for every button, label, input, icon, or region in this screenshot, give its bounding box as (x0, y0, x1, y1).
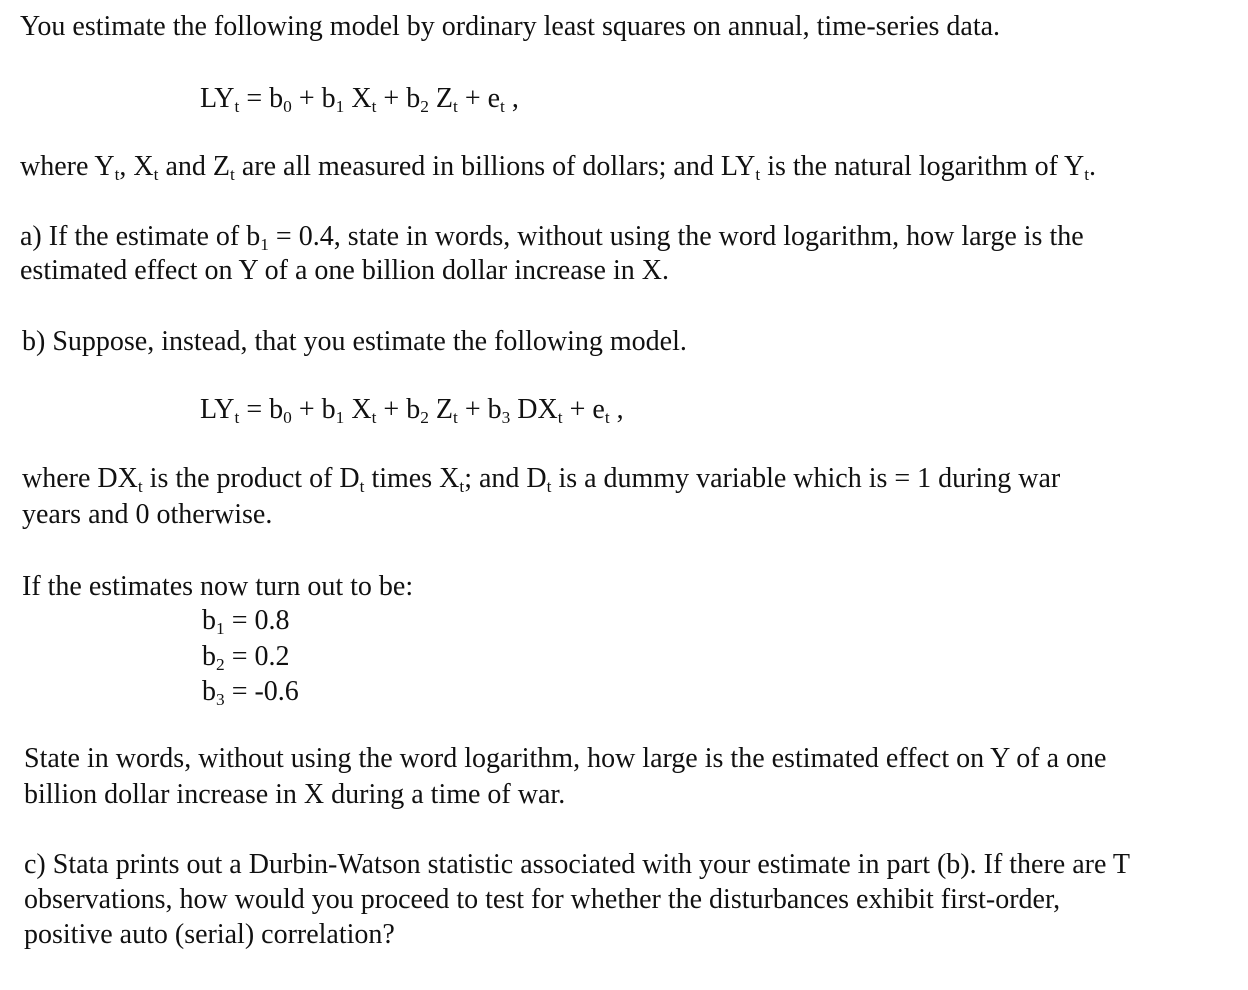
estimates-intro: If the estimates now turn out to be: (22, 571, 414, 602)
equation-model-1: $LY_t = b_0 + b_1$ $X_t + b_2$ $Z_t + e_t$ , (200, 83, 519, 116)
where-variables-text: where $Y_t$, $X_t$ and $Z_t$ are all measured in billions of dollars; and $LY_t$ is the natural logarithm of $Y_t$. (20, 151, 1097, 184)
part-c-question-line3: positive auto (serial) correlation? (24, 919, 395, 950)
part-a-question: a) If the estimate of $b_1 = 0.4$, state in words, without using the word logarithm, how large is the (20, 221, 1084, 254)
intro-text: You estimate the following model by ordinary least squares on annual, time-series data. (20, 11, 1001, 42)
part-b-intro: b) Suppose, instead, that you estimate the following model. (22, 326, 687, 357)
part-c-question-line2: observations, how would you proceed to test for whether the disturbances exhibit first-order, (24, 884, 1061, 915)
part-a-question-line2: estimated effect on Y of a one billion dollar increase in X. (20, 255, 669, 286)
equation-model-2: $LY_t = b_0 + b_1$ $X_t + b_2$ $Z_t + b_3$ $DX_t + e_t$ , (200, 394, 624, 427)
estimate-b1: $b_1 = 0.8$ (202, 605, 290, 638)
estimate-b2: $b_2 = 0.2$ (202, 641, 290, 674)
estimate-b3: $b_3 = -0.6$ (202, 676, 299, 709)
part-b-question-line2: billion dollar increase in X during a time of war. (24, 779, 566, 810)
where-dx-text: where $DX_t$ is the product of $D_t$ times $X_t$; and $D_t$ is a dummy variable which is = 1 during war (22, 463, 1061, 496)
where-dx-text-line2: years and 0 otherwise. (22, 499, 273, 530)
part-c-question: c) Stata prints out a Durbin-Watson statistic associated with your estimate in part (b). If there are T (24, 849, 1131, 880)
part-b-question: State in words, without using the word logarithm, how large is the estimated effect on Y of a one (24, 743, 1107, 774)
